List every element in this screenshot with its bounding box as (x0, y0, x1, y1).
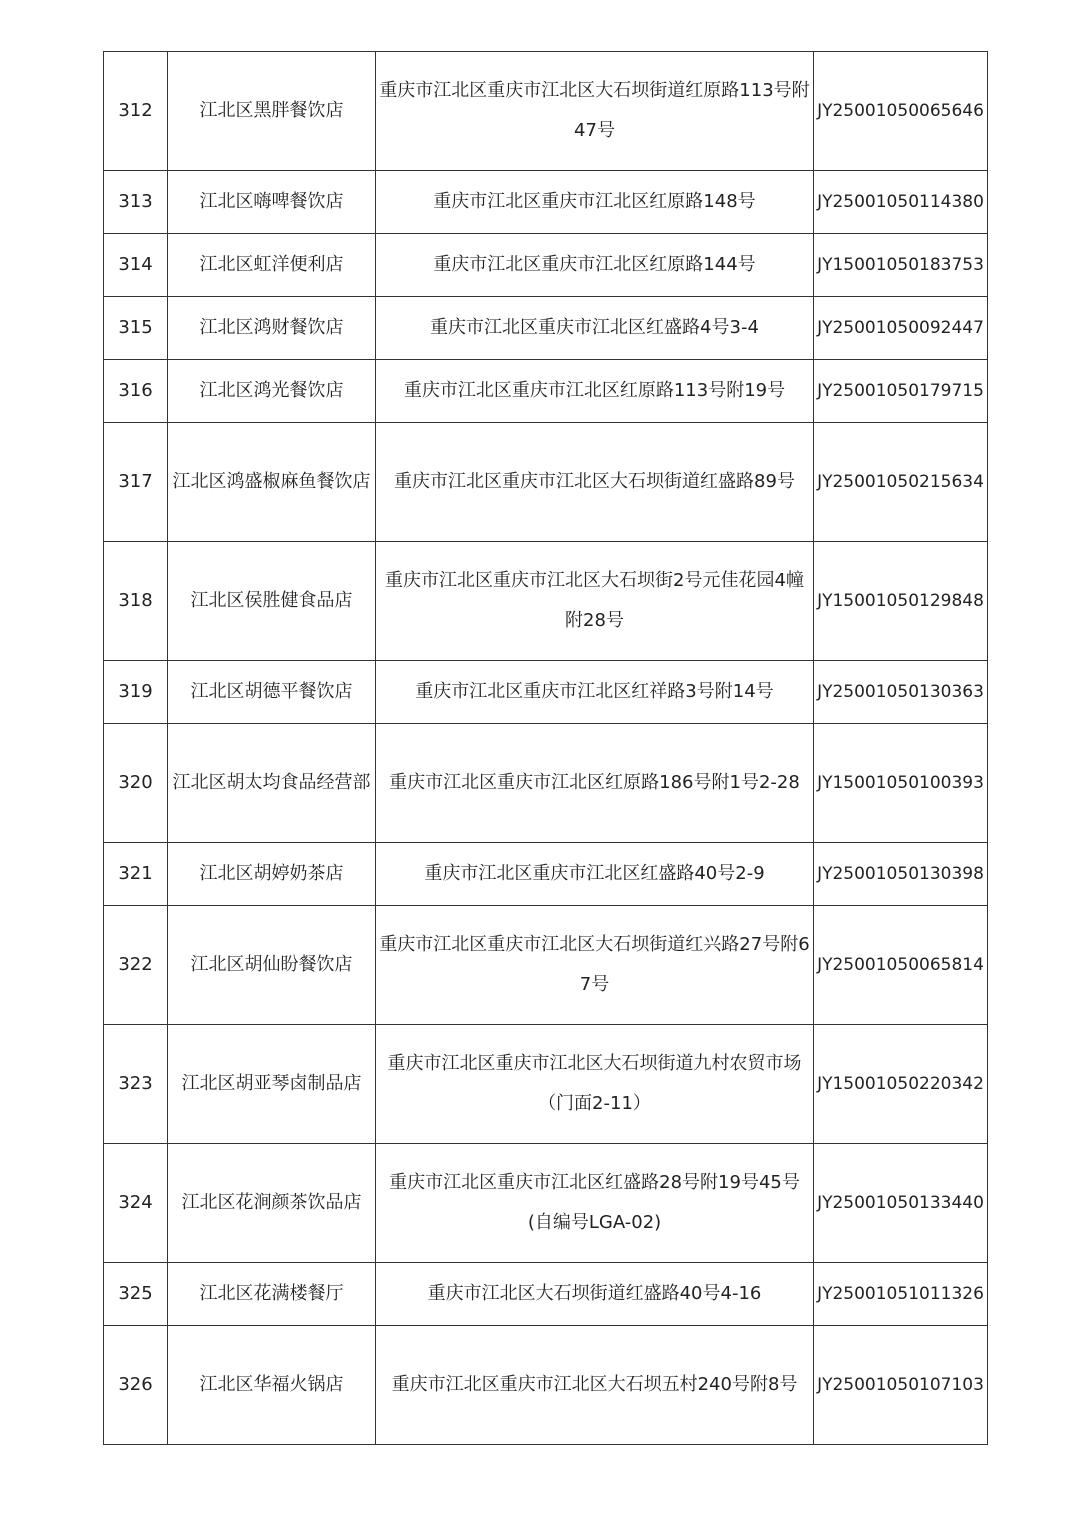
address-cell: 重庆市江北区重庆市江北区大石坝街2号元佳花园4幢附28号 (376, 542, 814, 661)
address-cell: 重庆市江北区重庆市江北区红祥路3号附14号 (376, 661, 814, 724)
license-number-cell: JY25001050130398 (814, 843, 988, 906)
row-number-cell: 315 (104, 297, 168, 360)
row-number-cell: 326 (104, 1326, 168, 1445)
row-number-cell: 314 (104, 234, 168, 297)
address-cell: 重庆市江北区重庆市江北区大石坝五村240号附8号 (376, 1326, 814, 1445)
business-name-cell: 江北区胡德平餐饮店 (168, 661, 376, 724)
table-row (104, 297, 988, 360)
license-number-cell: JY25001050215634 (814, 423, 988, 542)
business-name-cell: 江北区侯胜健食品店 (168, 542, 376, 661)
address-cell: 重庆市江北区重庆市江北区红盛路4号3-4 (376, 297, 814, 360)
business-name-cell: 江北区花涧颜茶饮品店 (168, 1144, 376, 1263)
table-row (104, 906, 988, 1025)
table-row (104, 423, 988, 542)
table-row (104, 1025, 988, 1144)
business-name-cell: 江北区黑胖餐饮店 (168, 52, 376, 171)
address-cell: 重庆市江北区重庆市江北区大石坝街道红原路113号附47号 (376, 52, 814, 171)
row-number-cell: 323 (104, 1025, 168, 1144)
table-row (104, 1326, 988, 1445)
business-name-cell: 江北区虹洋便利店 (168, 234, 376, 297)
business-license-table (103, 51, 988, 1445)
license-number-cell: JY15001050100393 (814, 724, 988, 843)
business-name-cell: 江北区鸿光餐饮店 (168, 360, 376, 423)
table-row (104, 171, 988, 234)
address-cell: 重庆市江北区重庆市江北区大石坝街道九村农贸市场（门面2-11） (376, 1025, 814, 1144)
table-row (104, 360, 988, 423)
row-number-cell: 316 (104, 360, 168, 423)
row-number-cell: 322 (104, 906, 168, 1025)
business-name-cell: 江北区华福火锅店 (168, 1326, 376, 1445)
business-name-cell: 江北区花满楼餐厅 (168, 1263, 376, 1326)
license-number-cell: JY15001050220342 (814, 1025, 988, 1144)
address-cell: 重庆市江北区重庆市江北区红原路113号附19号 (376, 360, 814, 423)
business-name-cell: 江北区胡婷奶茶店 (168, 843, 376, 906)
row-number-cell: 318 (104, 542, 168, 661)
address-cell: 重庆市江北区重庆市江北区红原路144号 (376, 234, 814, 297)
business-name-cell: 江北区鸿财餐饮店 (168, 297, 376, 360)
address-cell: 重庆市江北区重庆市江北区红盛路28号附19号45号(自编号LGA-02) (376, 1144, 814, 1263)
table-row (104, 52, 988, 171)
table-row (104, 542, 988, 661)
license-number-cell: JY15001050183753 (814, 234, 988, 297)
table-row (104, 1144, 988, 1263)
row-number-cell: 319 (104, 661, 168, 724)
table-row (104, 661, 988, 724)
license-number-cell: JY25001050065646 (814, 52, 988, 171)
table-row (104, 724, 988, 843)
table-body (104, 52, 988, 1445)
license-number-cell: JY25001050179715 (814, 360, 988, 423)
address-cell: 重庆市江北区重庆市江北区红原路186号附1号2-28 (376, 724, 814, 843)
row-number-cell: 325 (104, 1263, 168, 1326)
row-number-cell: 324 (104, 1144, 168, 1263)
license-number-cell: JY25001050065814 (814, 906, 988, 1025)
row-number-cell: 317 (104, 423, 168, 542)
address-cell: 重庆市江北区重庆市江北区红盛路40号2-9 (376, 843, 814, 906)
address-cell: 重庆市江北区重庆市江北区红原路148号 (376, 171, 814, 234)
business-name-cell: 江北区鸿盛椒麻鱼餐饮店 (168, 423, 376, 542)
row-number-cell: 320 (104, 724, 168, 843)
license-number-cell: JY25001050133440 (814, 1144, 988, 1263)
table-row (104, 843, 988, 906)
license-number-cell: JY25001050114380 (814, 171, 988, 234)
business-name-cell: 江北区胡亚琴卤制品店 (168, 1025, 376, 1144)
table-row (104, 234, 988, 297)
row-number-cell: 321 (104, 843, 168, 906)
license-number-cell: JY15001050129848 (814, 542, 988, 661)
business-name-cell: 江北区胡仙盼餐饮店 (168, 906, 376, 1025)
row-number-cell: 312 (104, 52, 168, 171)
license-number-cell: JY25001050092447 (814, 297, 988, 360)
license-number-cell: JY25001050107103 (814, 1326, 988, 1445)
license-number-cell: JY25001051011326 (814, 1263, 988, 1326)
table-row (104, 1263, 988, 1326)
address-cell: 重庆市江北区大石坝街道红盛路40号4-16 (376, 1263, 814, 1326)
business-name-cell: 江北区胡太均食品经营部 (168, 724, 376, 843)
address-cell: 重庆市江北区重庆市江北区大石坝街道红兴路27号附67号 (376, 906, 814, 1025)
address-cell: 重庆市江北区重庆市江北区大石坝街道红盛路89号 (376, 423, 814, 542)
row-number-cell: 313 (104, 171, 168, 234)
license-number-cell: JY25001050130363 (814, 661, 988, 724)
business-name-cell: 江北区嗨啤餐饮店 (168, 171, 376, 234)
